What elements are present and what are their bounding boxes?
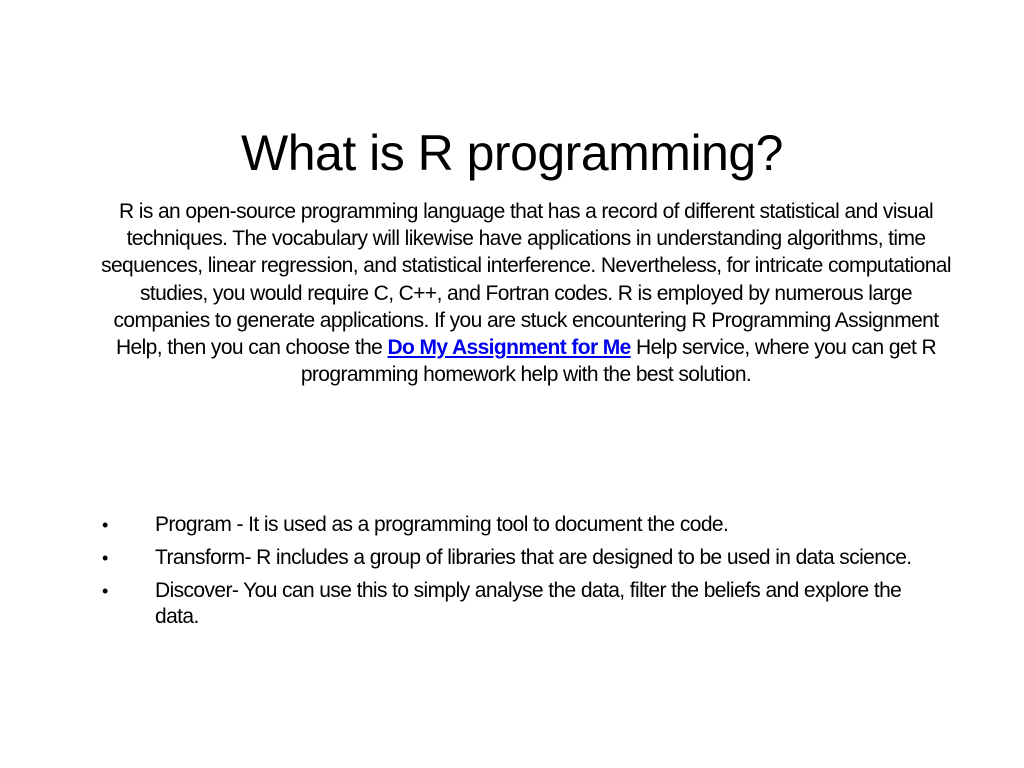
intro-paragraph — [96, 198, 956, 388]
bullet-dot-icon: • — [102, 548, 108, 568]
bullet-item-transform — [100, 545, 920, 571]
slide-title: What is R programming? — [241, 125, 783, 181]
bullet-text: Transform- R includes a group of libraries that are designed to be used in data science. — [155, 546, 912, 569]
bullet-item-program — [100, 512, 920, 538]
bullet-dot-icon: • — [102, 515, 108, 535]
bullet-dot-icon: • — [102, 581, 108, 601]
feature-bullet-list — [100, 512, 920, 637]
intro-text-after-link: Help service, where you can get R programming homework help with the best solution. — [300, 336, 937, 387]
do-my-assignment-link[interactable]: Do My Assignment for Me — [387, 336, 631, 360]
bullet-text: Program - It is used as a programming tool to document the code. — [155, 513, 729, 536]
bullet-item-discover — [100, 578, 920, 630]
bullet-text: Discover- You can use this to simply analyse the data, filter the beliefs and explore the data. — [155, 579, 902, 628]
intro-text-before-link: R is an open-source programming language that has a record of different statistical and visual techniques. The vocabulary will likewise have applications in understanding algorithms, time sequences, linear regression, and statistical interference. Nevertheless, for intricate computational studies, you would require C, C++, and Fortran codes. R is employed by numerous large companies to generate applications. If you are stuck encountering R Programming Assignment Help, then you can choose the — [101, 200, 951, 360]
